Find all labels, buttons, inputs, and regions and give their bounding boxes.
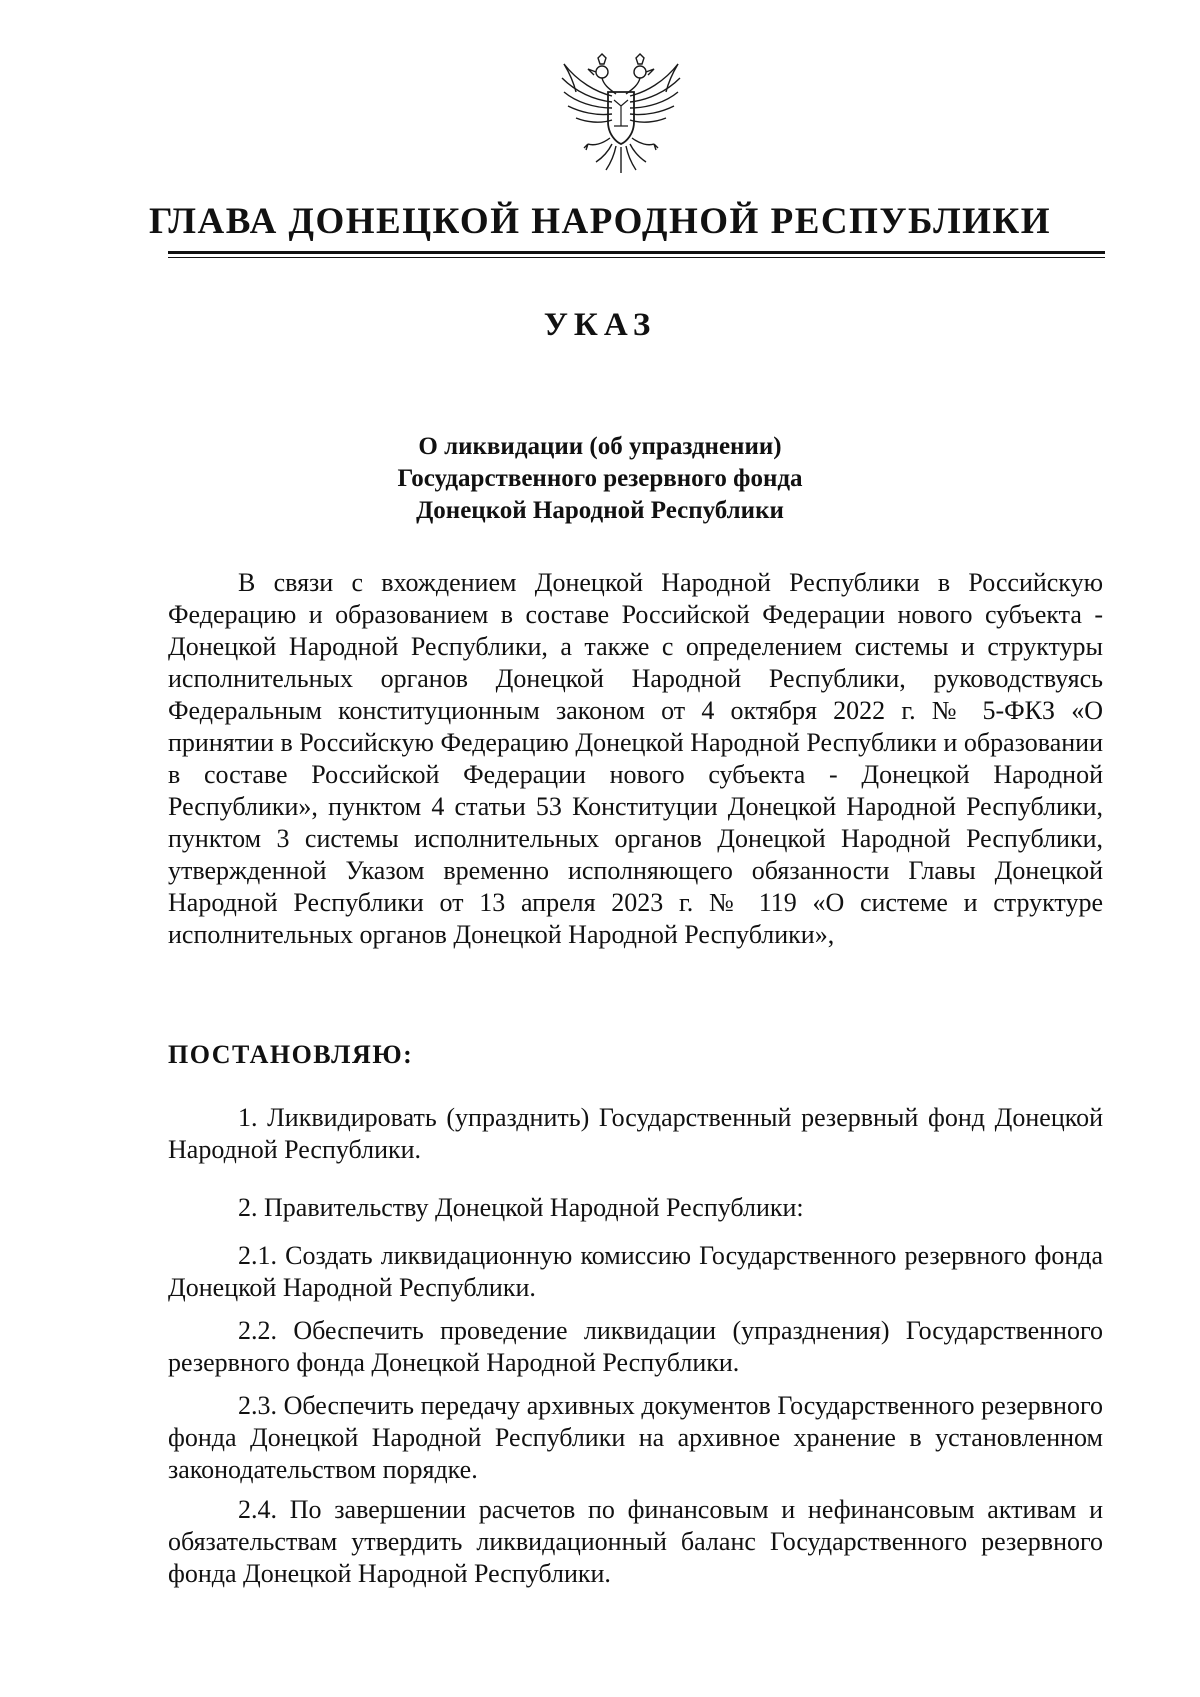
document-subject — [0, 431, 1200, 527]
decree-item-2-2: 2.2. Обеспечить проведение ликвидации (упразднения) Государственного резервного фонда Донецкой Народной Республики. — [168, 1316, 1103, 1377]
subject-line: Донецкой Народной Республики — [416, 497, 784, 524]
issuing-authority-title: ГЛАВА ДОНЕЦКОЙ НАРОДНОЙ РЕСПУБЛИКИ — [148, 201, 1052, 242]
subject-line: Государственного резервного фонда — [397, 465, 803, 492]
decree-item-2: 2. Правительству Донецкой Народной Республики: — [238, 1193, 804, 1222]
double-headed-eagle-emblem-icon — [556, 52, 686, 180]
header-divider-thick — [168, 251, 1105, 254]
decree-item-2-3: 2.3. Обеспечить передачу архивных документов Государственного резервного фонда Донецкой Народной Республики на архивное хранение в установленном законодательством порядке. — [168, 1391, 1103, 1484]
decree-item-2-4: 2.4. По завершении расчетов по финансовым и нефинансовым активам и обязательствам утвердить ликвидационный баланс Государственного резервного фонда Донецкой Народной Республики. — [168, 1495, 1103, 1588]
preamble-paragraph: В связи с вхождением Донецкой Народной Республики в Российскую Федерацию и образованием в составе Российской Федерации нового субъекта - Донецкой Народной Республики, а также с определением системы и структуры исполнительных органов Донецкой Народной Республики, руководствуясь Федеральным конституционным законом от 4 октября 2022 г. № 5-ФКЗ «О принятии в Российскую Федерацию Донецкой Народной Республики и образовании в составе Российской Федерации нового субъекта - Донецкой Народной Республики», пунктом 4 статьи 53 Конституции Донецкой Народной Республики, пунктом 3 системы исполнительных органов Донецкой Народной Республики, утвержденной Указом временно исполняющего обязанности Главы Донецкой Народной Республики от 13 апреля 2023 г. № 119 «О системе и структуре исполнительных органов Донецкой Народной Республики», — [168, 568, 1103, 949]
decree-item-1: 1. Ликвидировать (упразднить) Государственный резервный фонд Донецкой Народной Республики. — [168, 1103, 1103, 1164]
document-type: УКАЗ — [543, 307, 657, 343]
header-divider-thin — [168, 257, 1105, 258]
decree-word: ПОСТАНОВЛЯЮ: — [168, 1040, 414, 1069]
subject-line: О ликвидации (об упразднении) — [418, 433, 782, 460]
decree-item-2-1: 2.1. Создать ликвидационную комиссию Государственного резервного фонда Донецкой Народной Республики. — [168, 1241, 1103, 1302]
